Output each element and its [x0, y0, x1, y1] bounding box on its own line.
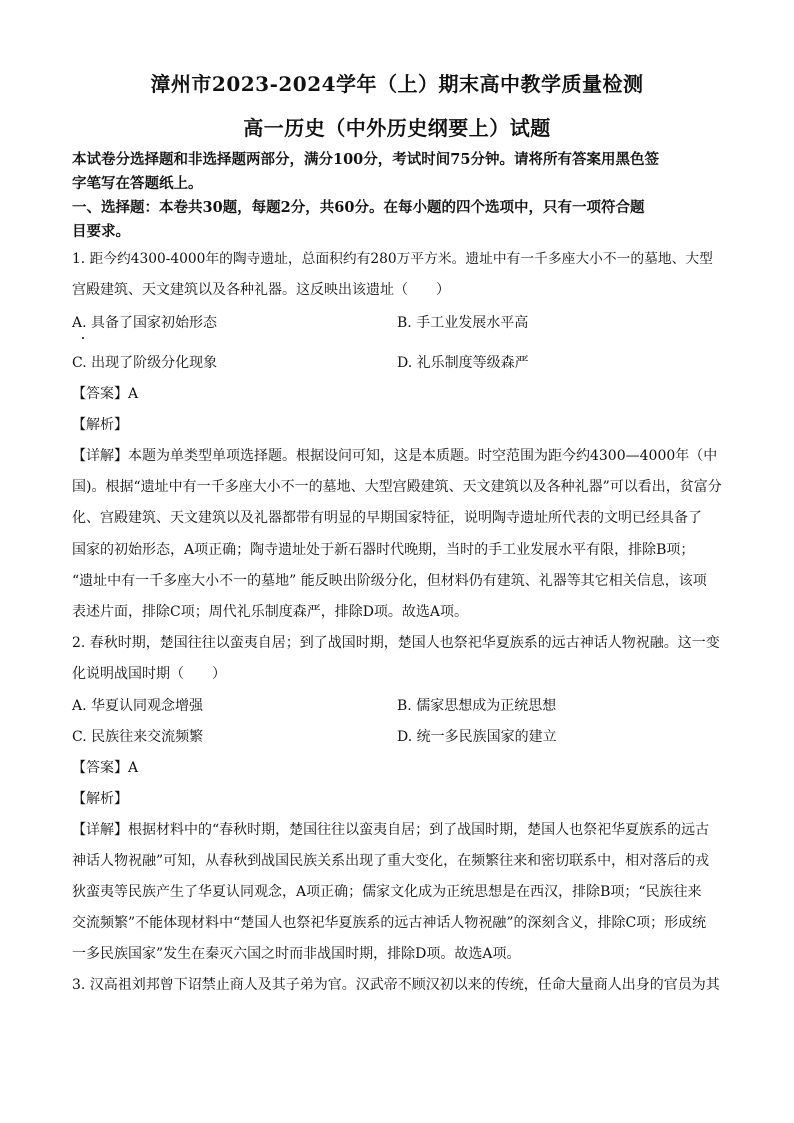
q1-detail-line: 化、宫殿建筑、天文建筑以及礼器都带有明显的早期国家特征，说明陶寺遗址所代表的文明已经具备了 [72, 510, 702, 526]
instructions-line-1: 本试卷分选择题和非选择题两部分，满分100分，考试时间75分钟。请将所有答案用黑色签 [72, 151, 659, 168]
instructions-line-2: 字笔写在答题纸上。 [72, 175, 203, 192]
q1-option-a: A. 具备了国家初始形态 [72, 315, 218, 331]
q1-option-d: D. 礼乐制度等级森严 [397, 355, 529, 371]
exam-subtitle: 高一历史（中外历史纲要上）试题 [243, 116, 551, 140]
q1-answer: 【答案】A [72, 386, 139, 402]
q2-detail-line: 神话人物祝融”可知，从春秋到战国民族关系出现了重大变化，在频繁往来和密切联系中，相对落后的戎 [72, 853, 710, 869]
q1-detail-line: 国家的初始形态，A项正确；陶寺遗址处于新石器时代晚期，当时的手工业发展水平有限，排除B项； [72, 542, 695, 558]
q2-detail-line: 交流频繁”不能体现材料中“楚国人也祭祀华夏族系的远古神话人物祝融”的深刻含义，排除C项；形成统 [72, 915, 707, 931]
q2-option-c: C. 民族往来交流频繁 [72, 729, 204, 745]
section-heading-line-1: 一、选择题：本卷共30题，每题2分，共60分。在每小题的四个选项中，只有一项符合题 [72, 199, 645, 216]
q1-analysis-label: 【解析】 [72, 417, 128, 433]
stray-dot [82, 337, 84, 339]
section-heading-line-2: 目要求。 [72, 223, 130, 240]
q1-detail-line: 表述片面，排除C项；周代礼乐制度森严，排除D项。故选A项。 [72, 604, 469, 620]
q3-stem-line-1: 3. 汉高祖刘邦曾下诏禁止商人及其子弟为官。汉武帝不顾汉初以来的传统，任命大量商人出身的官员为其 [72, 977, 720, 993]
q1-detail-line: 【详解】本题为单类型单项选择题。根据设问可知，这是本质题。时空范围为距今约4300—4000年（中 [72, 448, 718, 464]
q1-detail-line: 国)。根据“遗址中有一千多座大小不一的墓地、大型宫殿建筑、天文建筑以及各种礼器”可以看出，贫富分 [72, 479, 722, 495]
q1-option-c: C. 出现了阶级分化现象 [72, 355, 218, 371]
q2-stem-line-2: 化说明战国时期（ ） [72, 666, 226, 682]
q2-option-a: A. 华夏认同观念增强 [72, 698, 204, 714]
q2-detail-line: 狄蛮夷等民族产生了华夏认同观念，A项正确；儒家文化成为正统思想是在西汉，排除B项；“民族往来 [72, 884, 702, 900]
q1-stem-line-2: 宫殿建筑、天文建筑以及各种礼器。这反映出该遗址（ ） [72, 282, 450, 298]
q2-stem-line-1: 2. 春秋时期，楚国往往以蛮夷自居；到了战国时期，楚国人也祭祀华夏族系的远古神话人物祝融。这一变 [72, 635, 720, 651]
q2-detail-line: 一多民族国家”发生在秦灭六国之时而非战国时期，排除D项。故选A项。 [72, 946, 521, 962]
exam-title: 漳州市2023-2024学年（上）期末高中教学质量检测 [150, 72, 644, 96]
q1-option-b: B. 手工业发展水平高 [397, 315, 529, 331]
q2-analysis-label: 【解析】 [72, 791, 128, 807]
q2-detail-line: 【详解】根据材料中的“春秋时期，楚国往往以蛮夷自居；到了战国时期，楚国人也祭祀华夏族系的远古 [72, 822, 710, 838]
q2-option-d: D. 统一多民族国家的建立 [397, 729, 557, 745]
q1-stem-line-1: 1. 距今约4300-4000年的陶寺遗址，总面积约有280万平方米。遗址中有一千多座大小不一的墓地、大型 [72, 251, 713, 267]
q2-option-b: B. 儒家思想成为正统思想 [397, 698, 557, 714]
q2-answer: 【答案】A [72, 760, 139, 776]
q1-detail-line: “遗址中有一千多座大小不一的墓地” 能反映出阶级分化，但材料仍有建筑、礼器等其它相关信息，该项 [72, 573, 707, 589]
